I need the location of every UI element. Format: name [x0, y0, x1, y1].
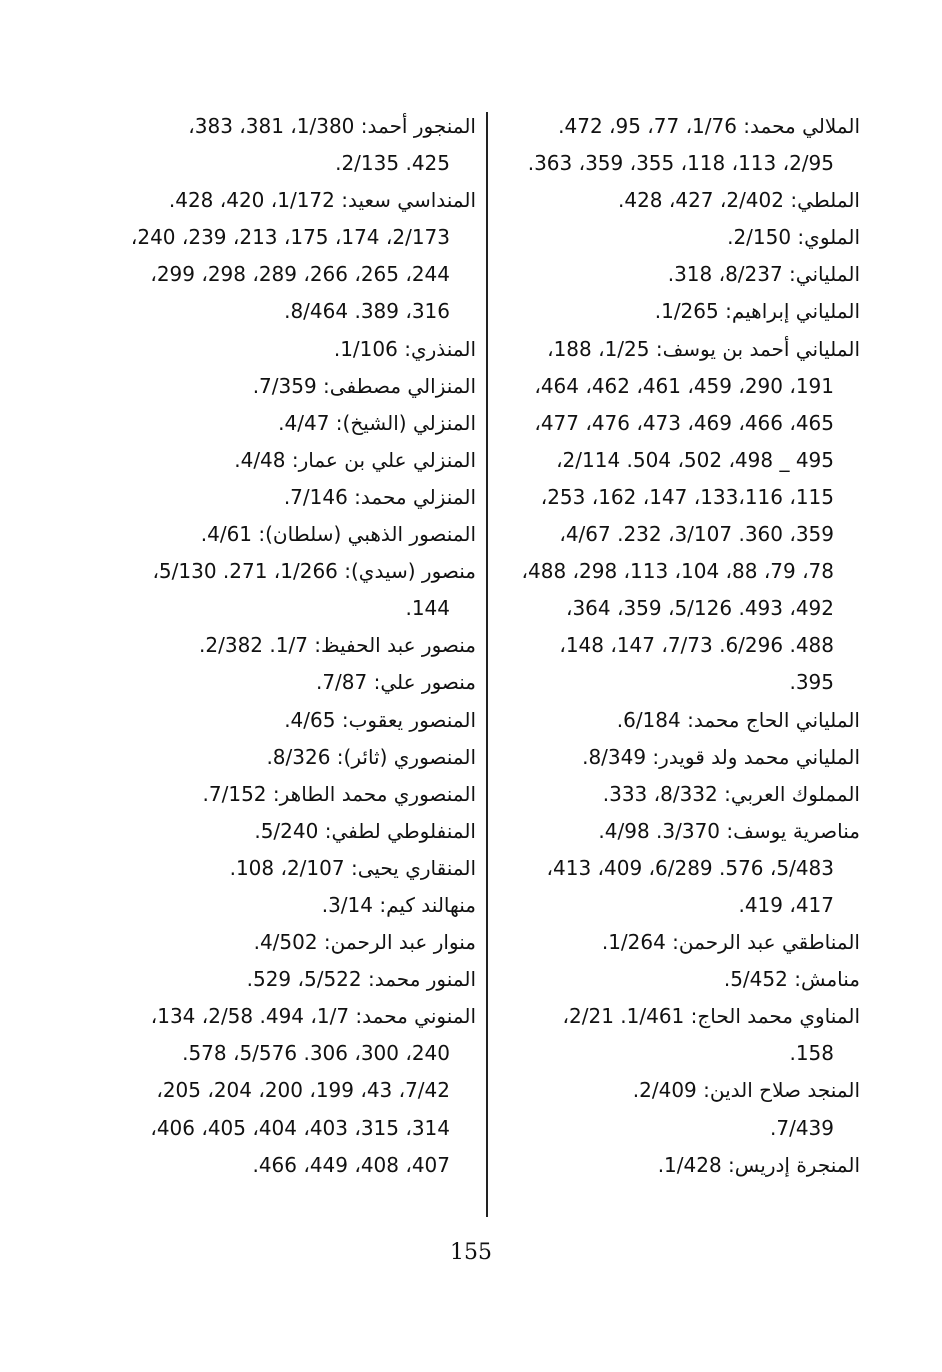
index-entry-continuation-line: 316، 389. 8/464.	[284, 299, 450, 324]
index-entry	[482, 331, 860, 702]
index-entry	[482, 182, 860, 219]
index-entry-line: الملياني إبراهيم: 1/265.	[654, 299, 860, 324]
index-entry	[482, 702, 860, 739]
index-entry-continuation-line: 359، 360. 3/107، 232. 4/67،	[559, 522, 834, 547]
index-entry-line: الملطي: 2/402، 427، 428.	[617, 188, 860, 213]
index-entry-line: المنصور يعقوب: 4/65.	[284, 707, 476, 732]
index-entry-line: المنفلوطي لطفي: 5/240.	[254, 818, 476, 843]
index-entry-continuation-line: 417، 419.	[738, 892, 834, 917]
index-entry	[482, 293, 860, 330]
index-column-right	[482, 108, 860, 1184]
index-entry-line: منصور (سيدي): 1/266، 271. 5/130،	[152, 559, 476, 584]
index-entry-line: المنقاري يحيى: 2/107، 108.	[229, 855, 476, 880]
index-entry	[104, 961, 476, 998]
index-entry-continuation-line: 2/173، 174، 175، 213، 239، 240،	[130, 225, 450, 250]
index-entry	[104, 442, 476, 479]
index-entry-line: المنداسي سعيد: 1/172، 420، 428.	[168, 188, 476, 213]
index-entry-line: المملوك العربي: 8/332، 333.	[602, 781, 860, 806]
index-entry-line: الملياني محمد ولد قويدر: 8/349.	[582, 744, 860, 769]
index-entry-continuation-line: 488. 6/296. 7/73، 147، 148،	[559, 633, 834, 658]
column-divider	[486, 112, 488, 1217]
index-entry	[104, 553, 476, 627]
index-entry-line: منوار عبد الرحمن: 4/502.	[253, 930, 476, 955]
index-entry-line: المنجرة إدريس: 1/428.	[657, 1152, 860, 1177]
index-entry-line: منامش: 5/452.	[723, 967, 860, 992]
index-column-left	[104, 108, 476, 1184]
index-entry-continuation-line: 240، 300، 306. 5/576، 578.	[182, 1041, 450, 1066]
index-entry-line: الملالي محمد: 1/76، 77، 95، 472.	[558, 114, 860, 138]
index-entry-line: المنصوري (ثائر): 8/326.	[266, 744, 476, 769]
index-entry	[104, 516, 476, 553]
index-entry	[104, 739, 476, 776]
index-entry-line: مناصرية يوسف: 3/370. 4/98.	[598, 818, 860, 843]
index-entry-continuation-line: 492، 493. 5/126، 359، 364،	[565, 596, 834, 621]
index-entry-continuation-line: 115، 133،116، 147، 162، 253،	[540, 484, 834, 509]
index-entry	[482, 1072, 860, 1146]
index-entry	[482, 1147, 860, 1184]
index-entry	[104, 850, 476, 887]
index-entry	[104, 405, 476, 442]
index-entry-continuation-line: 144.	[405, 596, 450, 621]
index-entry-line: منهالند كيم: 3/14.	[321, 892, 476, 917]
index-entry-continuation-line: 495 _ 498، 502، 504. 2/114،	[556, 447, 834, 472]
index-entry-continuation-line: 191، 290، 459، 461، 462، 464،	[534, 373, 834, 398]
index-entry-continuation-line: 407، 408، 449، 466.	[252, 1152, 450, 1177]
index-entry-continuation-line: 244، 265، 266، 289، 298، 299،	[150, 262, 450, 287]
index-entry-line: المنجور أحمد: 1/380، 381، 383،	[188, 114, 476, 138]
index-entry-continuation-line: 395.	[789, 670, 834, 695]
index-entry	[104, 331, 476, 368]
index-entry-line: المناطقي عبد الرحمن: 1/264.	[601, 930, 860, 955]
index-entry-line: المنور محمد: 5/522، 529.	[246, 967, 476, 992]
index-entry	[104, 702, 476, 739]
index-entry	[482, 108, 860, 182]
page-number: 155	[450, 1240, 492, 1265]
index-entry-line: الملياني الحاج محمد: 6/184.	[616, 707, 860, 732]
index-entry-line: المناوي محمد الحاج: 1/461. 2/21،	[562, 1004, 860, 1029]
index-entry	[482, 998, 860, 1072]
index-entry-line: المنذري: 1/106.	[333, 336, 476, 361]
index-entry-continuation-line: 158.	[789, 1041, 834, 1066]
index-entry	[104, 887, 476, 924]
index-entry-continuation-line: 5/483، 576. 6/289، 409، 413،	[546, 855, 834, 880]
index-entry-line: الملياني: 8/237، 318.	[667, 262, 860, 287]
index-entry	[482, 813, 860, 924]
index-entry-line: منصور علي: 7/87.	[315, 670, 476, 695]
index-entry	[482, 924, 860, 961]
index-entry	[104, 813, 476, 850]
index-entry-line: المنزلي (الشيخ): 4/47.	[278, 410, 476, 435]
index-entry	[104, 776, 476, 813]
index-entry	[104, 664, 476, 701]
index-entry	[482, 776, 860, 813]
index-entry-continuation-line: 2/95، 113، 118، 355، 359، 363.	[527, 151, 834, 176]
index-entry-line: المنصوري محمد الطاهر: 7/152.	[202, 781, 476, 806]
index-entry	[104, 108, 476, 182]
index-entry-line: المنجد صلاح الدين: 2/409.	[632, 1078, 860, 1103]
index-entry	[104, 368, 476, 405]
index-entry	[482, 739, 860, 776]
index-entry	[104, 924, 476, 961]
index-entry-continuation-line: 314، 315، 403، 404، 405، 406،	[150, 1115, 450, 1140]
index-entry-line: المنزلي محمد: 7/146.	[283, 484, 476, 509]
index-entry-line: المنزلي علي بن عمار: 4/48.	[234, 447, 476, 472]
index-entry-line: المنوني محمد: 1/7، 494. 2/58، 134،	[150, 1004, 476, 1029]
index-entry	[482, 256, 860, 293]
index-entry-line: الملياني أحمد بن يوسف: 1/25، 188،	[547, 336, 860, 361]
index-entry	[482, 219, 860, 256]
index-entry	[104, 479, 476, 516]
index-entry-continuation-line: 7/439.	[770, 1115, 834, 1140]
index-entry	[104, 182, 476, 330]
index-entry	[104, 627, 476, 664]
index-entry-line: منصور عبد الحفيظ: 1/7. 2/382.	[199, 633, 476, 658]
index-entry-continuation-line: 425. 2/135.	[335, 151, 450, 176]
index-entry-line: الملوي: 2/150.	[727, 225, 860, 250]
index-entry-line: المنزالي مصطفى: 7/359.	[252, 373, 476, 398]
index-entry-continuation-line: 7/42، 43، 199، 200، 204، 205،	[156, 1078, 450, 1103]
index-entry-line: المنصور الذهبي (سلطان): 4/61.	[200, 522, 476, 547]
index-entry	[104, 998, 476, 1183]
index-entry-continuation-line: 78، 79، 88، 104، 113، 298، 488،	[521, 559, 834, 584]
index-entry-continuation-line: 465، 466، 469، 473، 476، 477،	[534, 410, 834, 435]
index-entry	[482, 961, 860, 998]
